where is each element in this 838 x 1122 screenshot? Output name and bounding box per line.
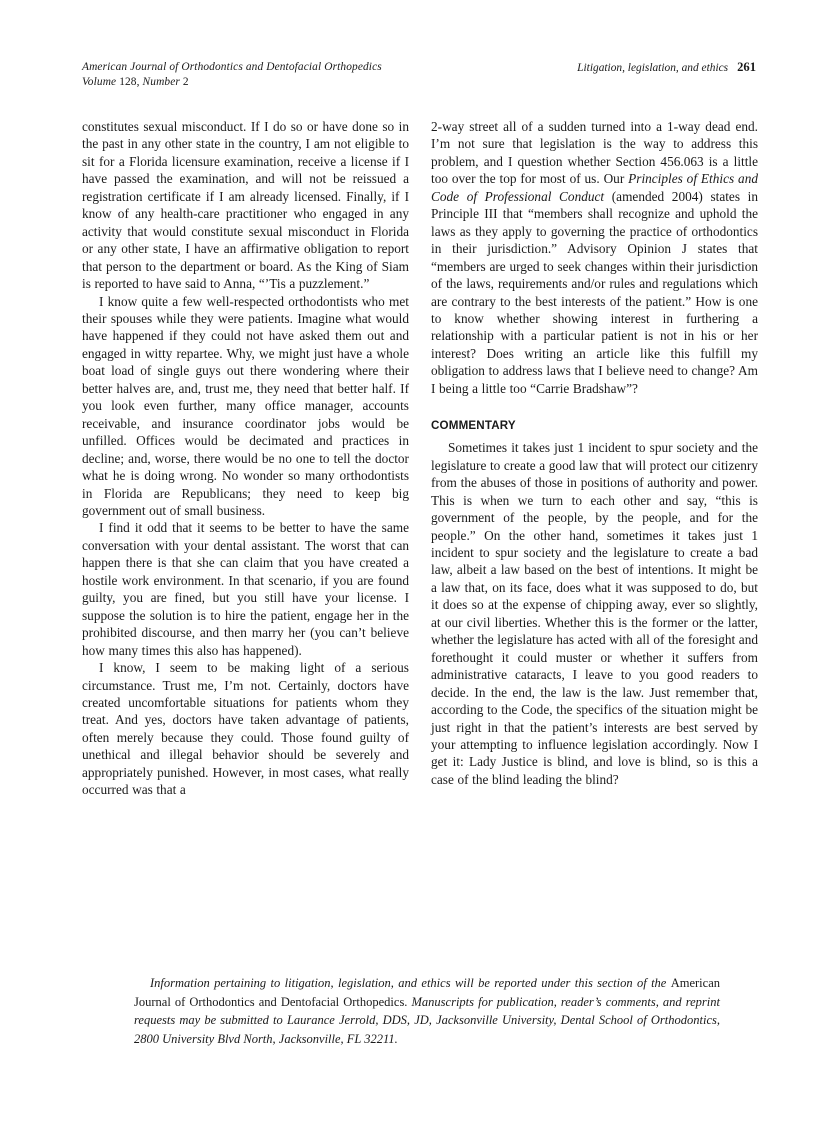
volume-issue-line (82, 75, 382, 90)
issue-label: Number (142, 75, 180, 88)
paragraph-text-run: 2-way street all of a sudden turned into a 1-way dead end. I’m not sure that legislation is the way to address this problem, and I question whether Section 456.063 is a little too over the top for most of us. Our (431, 119, 758, 187)
volume-label: Volume (82, 75, 117, 88)
commentary-heading: COMMENTARY (431, 419, 516, 433)
paragraph: constitutes sexual misconduct. If I do so or have done so in the past in any other state in the country, I am not eligible to sit for a Florida licensure examination, receive a license if I have passed the examination, and will not be reissued a registration certificate if I am already licensed. Finally, if I know of any health-care practitioner who engaged in any activity that would constitute sexual misconduct in Florida or any other state, I have an affirmative obligation to report that person to the department or board. As the King of Siam is reported to have said to Anna, “’Tis a puzzlement.” (82, 119, 409, 292)
journal-title: American Journal of Orthodontics and Dentofacial Orthopedics (82, 61, 382, 73)
page-number: 261 (737, 60, 756, 74)
paragraph (431, 118, 758, 397)
paragraph-text-run: (amended 2004) states in Principle III that “members shall recognize and uphold the laws as they apply to governing the practice of orthodontics in their jurisdiction.” Advisory Opinion J states that “members are urged to seek changes within their jurisdiction of the laws, requirements and/or rules and regulations which are contrary to the best interests of the patient.” How is one to know whether showing interest in furthering a relationship with a particular patient is not in his or her interest? Does writing an article like this fulfill my obligation to address laws that I believe need to change? Am I being a little too “Carrie Bradshaw”? (431, 188, 758, 396)
volume-number: 128, (119, 75, 140, 88)
paragraph: I know, I seem to be making light of a serious circumstance. Trust me, I’m not. Certainly, doctors have created uncomfortable situations for patients whom they treat. And yes, doctors have taken advantage of patients, often merely because they could. Those found guilty of unethical and illegal behavior should be severely and appropriately punished. However, in most cases, what really occurred was that a (82, 660, 409, 798)
paragraph: I know quite a few well-respected orthodontists who met their spouses while they were patients. Imagine what would have happened if they could not have asked them out and engaged in witty repartee. Why, we might just have a whole boat load of single guys out there wondering where their better halves are, and, trust me, they need that better half. If you look even further, many office manager, accounts receivable, and insurance coordinator jobs would be unfilled. Offices would be decimated and practices in decline; and, worse, there would be no one to tell the doctor what he is doing wrong. No wonder so many orthodontists in Florida are Republicans; they need to keep big government out of small business. (82, 293, 409, 518)
footnote (134, 974, 720, 1048)
running-head-right (577, 60, 756, 75)
footnote-run-italic: Information pertaining to litigation, legislation, and ethics will be reported under this section of the (150, 976, 671, 990)
body-columns (82, 118, 758, 799)
footnote-journal-name: American Journal of Orthodontics and Dentofacial Orthopedics. (134, 976, 720, 1009)
section-title: Litigation, legislation, and ethics (577, 62, 729, 74)
running-head-left (82, 60, 382, 89)
left-column (82, 118, 409, 799)
issue-number: 2 (182, 75, 189, 88)
paragraph: I find it odd that it seems to be better to have the same conversation with your dental assistant. The worst that can happen there is that she can claim that you have created a hostile work environment. In that scenario, if you are found guilty, you are fined, but you still have your license. I suppose the solution is to hire the patient, engage her in the prohibited discourse, and then marry her (you can’t believe how many times this also has happened). (82, 520, 409, 658)
right-column (431, 118, 758, 799)
footnote-run-italic: Manuscripts for publication, reader’s comments, and reprint requests may be submitted to Laurance Jerrold, DDS, JD, Jacksonville University, Dental School of Orthodontics, 2800 University Blvd North, Jacksonville, FL 32211. (134, 994, 720, 1046)
code-title-italic: Principles of Ethics and Code of Professional Conduct (431, 171, 758, 204)
running-head (82, 60, 756, 89)
paragraph: Sometimes it takes just 1 incident to spur society and the legislature to create a good law that will protect our citizenry from the abuses of those in positions of authority and power. This is when we turn to each other and say, “this is government of the people, by the people, and for the people.” On the other hand, sometimes it takes just 1 incident to spur society and the legislature to create a bad law, albeit a law based on the best of intentions. It might be a law that, on its face, does what it was supposed to do, but it does so at the expense of chipping away, ever so slightly, at our civil liberties. Whether this is the former or the latter, whether the legislature has acted with all of the foresight and forethought it could muster or whether it suffers from administrative cataracts, I leave to you good readers to decide. In the end, the law is the law. Just remember that, according to the Code, the specifics of the situation might be just right in that the patient’s interests are best served by your attempting to influence legislation accordingly. Now I get it: Lady Justice is blind, and love is blind, so is this a case of the blind leading the blind? (431, 440, 758, 787)
